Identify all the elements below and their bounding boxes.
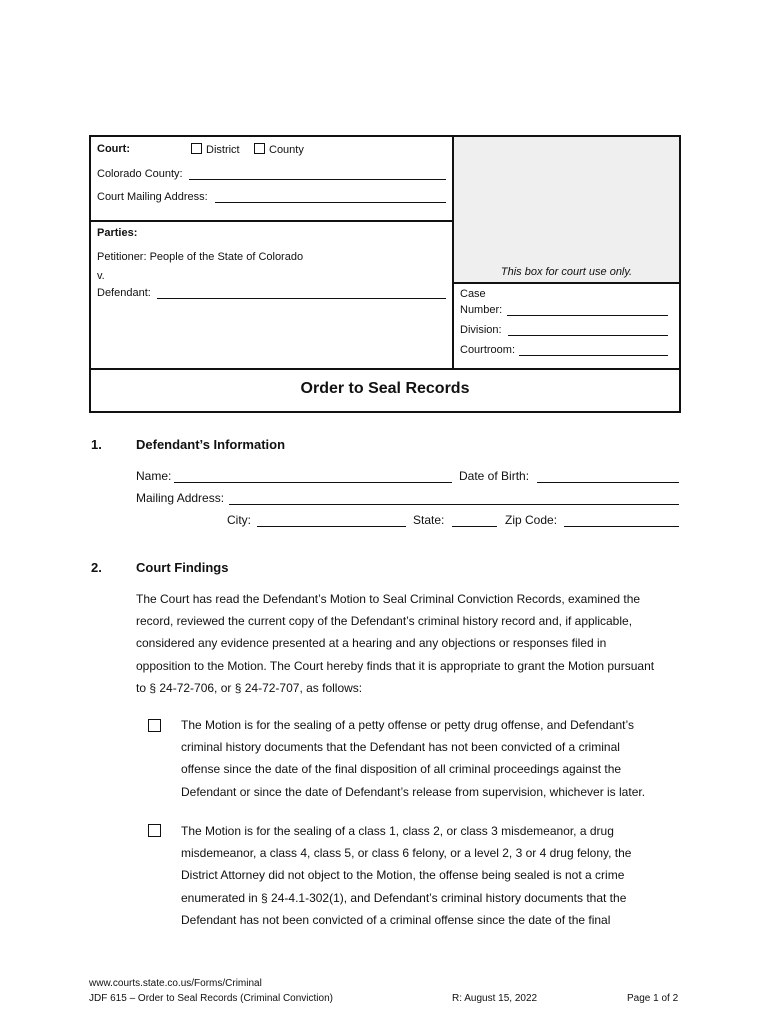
- court-use-text: This box for court use only.: [500, 266, 633, 278]
- state-label: State:: [413, 513, 445, 527]
- parties-label: Parties:: [97, 227, 138, 239]
- zip-label: Zip Code:: [505, 513, 558, 527]
- option2-text: [181, 820, 681, 931]
- section2-heading: Court Findings: [136, 560, 229, 575]
- option2-checkbox[interactable]: [148, 824, 161, 837]
- option1-line: Defendant or since the date of Defendant’s release from supervision, whichever is later.: [181, 784, 646, 799]
- courtroom-label: Courtroom:: [460, 344, 516, 356]
- division-field[interactable]: [508, 335, 668, 336]
- intro-line: The Court has read the Defendant’s Motion to Seal Criminal Conviction Records, examined the: [136, 592, 641, 606]
- option1-checkbox[interactable]: [148, 719, 161, 732]
- option1-line: offense since the date of the final disposition of all criminal proceedings against the: [181, 762, 622, 777]
- district-label: District: [206, 144, 240, 156]
- name-label: Name:: [136, 469, 172, 483]
- division-label: Division:: [460, 324, 502, 336]
- caption-divider-parties: [91, 220, 452, 222]
- section1-heading: Defendant’s Information: [136, 437, 286, 452]
- petitioner-text: Petitioner: People of the State of Colorado: [97, 251, 304, 263]
- caption-divider-title: [91, 368, 679, 370]
- colorado-county-field[interactable]: [189, 179, 446, 180]
- section1-number: 1.: [91, 437, 102, 452]
- intro-line: to § 24-72-706, or § 24-72-707, as follows:: [136, 680, 363, 695]
- footer-url: www.courts.state.co.us/Forms/Criminal: [89, 978, 262, 989]
- option2-line: enumerated in § 24-4.1-302(1), and Defendant’s criminal history documents that the: [181, 890, 627, 905]
- city-field[interactable]: [257, 526, 406, 527]
- court-mailing-label: Court Mailing Address:: [97, 191, 208, 203]
- defendant-label: Defendant:: [97, 287, 151, 299]
- case-number-field[interactable]: [507, 315, 668, 316]
- court-mailing-field[interactable]: [215, 202, 446, 203]
- courtroom-field[interactable]: [519, 355, 668, 356]
- footer-page-number: Page 1 of 2: [627, 993, 679, 1004]
- footer-revision: R: August 15, 2022: [452, 993, 538, 1004]
- option1-text: [181, 714, 681, 803]
- versus-text: v.: [97, 270, 105, 282]
- city-label: City:: [227, 513, 251, 527]
- option1-line: criminal history documents that the Defendant has not been convicted of a criminal: [181, 740, 620, 755]
- case-label: Case: [460, 288, 486, 300]
- colorado-county-label: Colorado County:: [97, 168, 183, 180]
- court-label: Court:: [97, 143, 130, 155]
- name-field[interactable]: [174, 482, 452, 483]
- district-checkbox[interactable]: [191, 143, 202, 154]
- intro-line: considered any evidence presented at a hearing and any objections or responses filed in: [136, 636, 607, 651]
- mailing-address-label: Mailing Address:: [136, 491, 225, 505]
- option2-line: District Attorney did not object to the Motion, the offense being sealed is not a crime: [181, 868, 625, 883]
- dob-label: Date of Birth:: [459, 469, 530, 483]
- intro-line: record, reviewed the current copy of the Defendant’s criminal history record and, if applicable,: [136, 614, 633, 629]
- zip-field[interactable]: [564, 526, 679, 527]
- defendant-field[interactable]: [157, 298, 446, 299]
- option1-line: The Motion is for the sealing of a petty offense or petty drug offense, and Defendant’s: [181, 718, 634, 732]
- number-label: Number:: [460, 304, 503, 316]
- intro-line: opposition to the Motion. The Court hereby finds that it is appropriate to grant the Motion pursuant: [136, 658, 655, 673]
- page-title: Order to Seal Records: [300, 380, 470, 397]
- county-label: County: [269, 144, 304, 156]
- caption-divider-case: [454, 282, 679, 284]
- court-use-box: [454, 137, 679, 282]
- county-checkbox[interactable]: [254, 143, 265, 154]
- dob-field[interactable]: [537, 482, 679, 483]
- caption-divider-vertical: [452, 137, 454, 369]
- county-option[interactable]: [254, 143, 304, 156]
- option2-line: The Motion is for the sealing of a class 1, class 2, or class 3 misdemeanor, a drug: [181, 824, 614, 838]
- option2-line: misdemeanor, a class 4, class 5, or class 6 felony, or a level 2, 3 or 4 drug felony, the: [181, 846, 632, 861]
- mailing-address-field[interactable]: [229, 504, 679, 505]
- section2-number: 2.: [91, 560, 102, 575]
- findings-intro: [136, 588, 681, 699]
- state-field[interactable]: [452, 526, 497, 527]
- option2-line: Defendant has not been convicted of a criminal offense since the date of the final: [181, 912, 611, 927]
- district-option[interactable]: [191, 143, 240, 156]
- footer-form-name: JDF 615 – Order to Seal Records (Criminal Conviction): [89, 993, 333, 1004]
